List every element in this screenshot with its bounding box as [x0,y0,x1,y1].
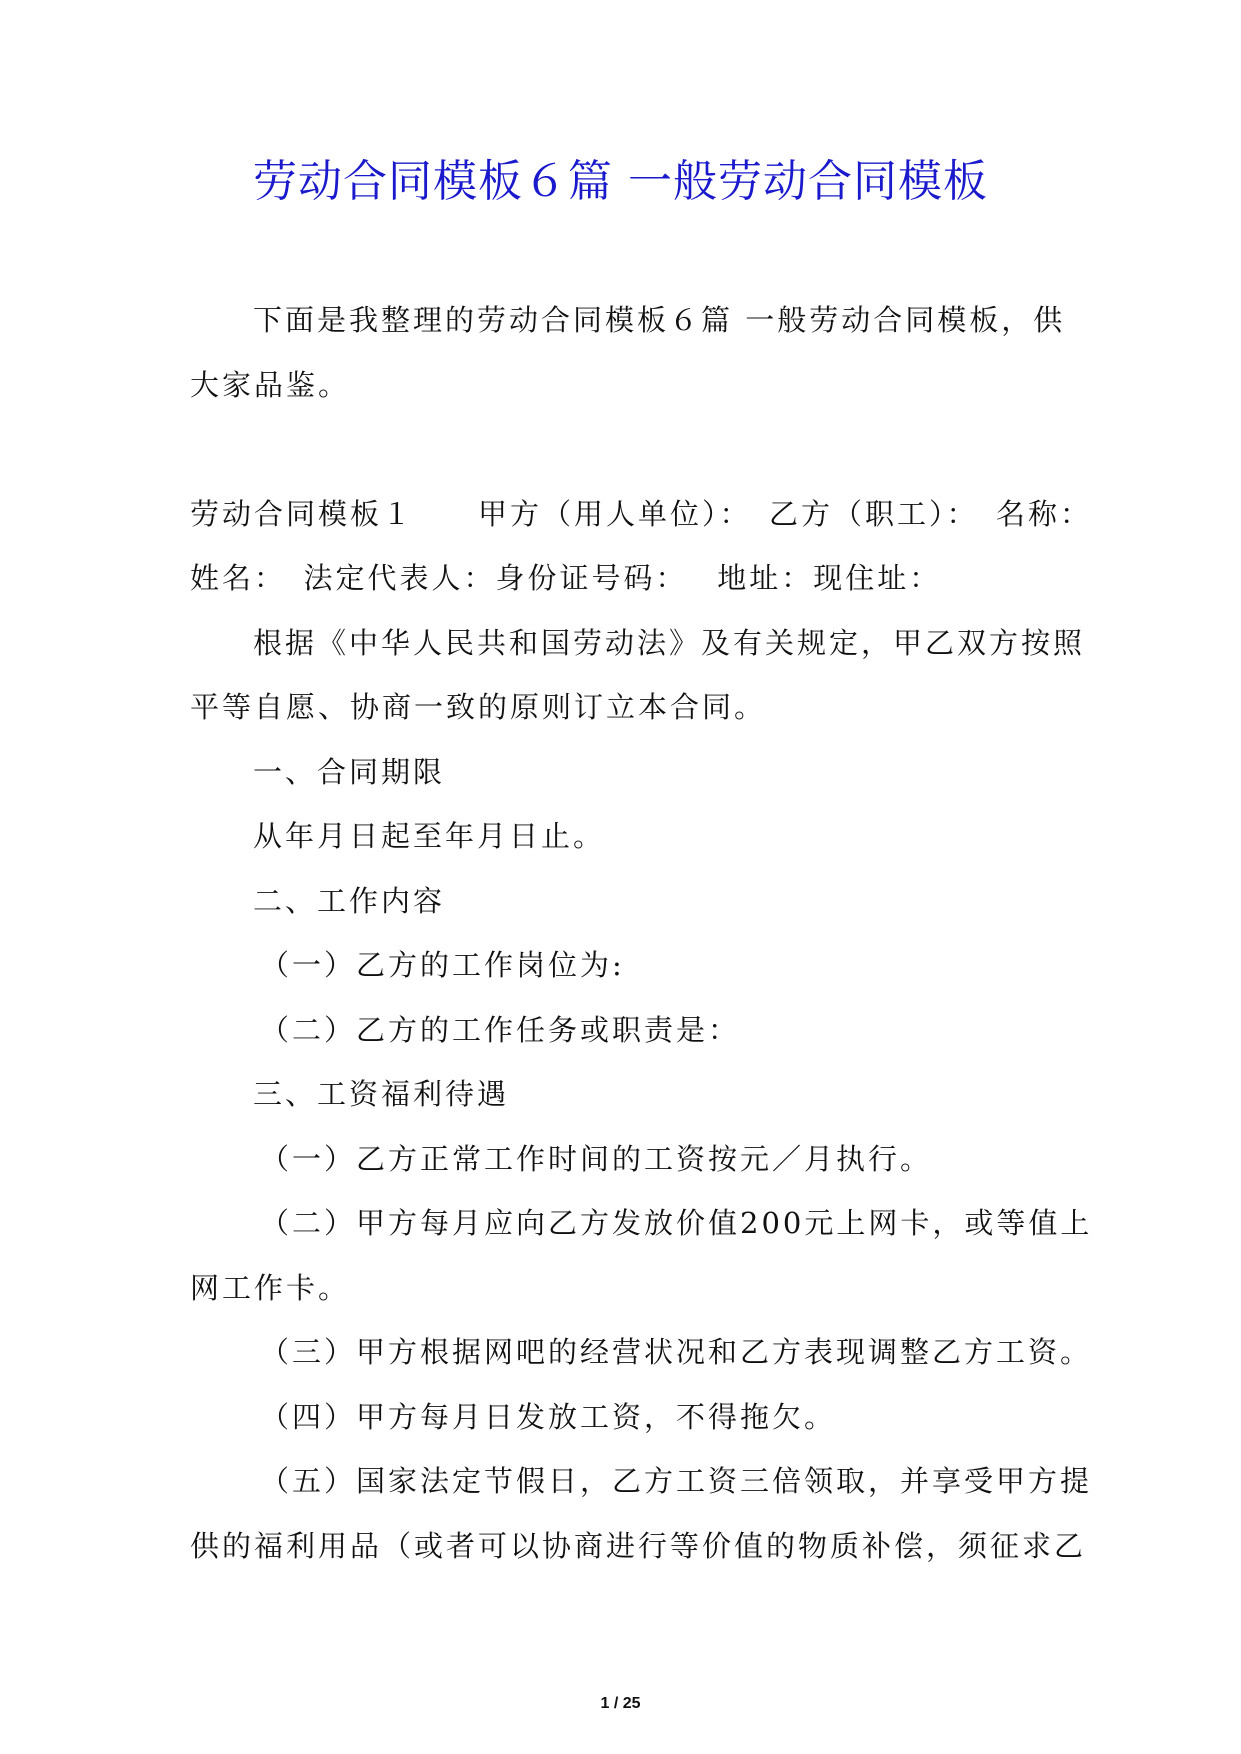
document-title: 劳动合同模板６篇 一般劳动合同模板 [253,156,988,207]
section-heading-term: 一、合同期限 [253,754,446,789]
page-number: 1 / 25 [600,1695,641,1712]
wages-item-2-line-2: 网工作卡。 [190,1270,351,1305]
intro-line-1: 下面是我整理的劳动合同模板６篇 一般劳动合同模板，供 [253,303,1066,337]
parties-line-1: 劳动合同模板１ 甲方（用人单位）： 乙方（职工）： 名称： [190,496,1093,531]
wages-item-3: （三）甲方根据网吧的经营状况和乙方表现调整乙方工资。 [260,1335,1093,1369]
section-heading-work: 二、工作内容 [253,883,446,918]
work-item-2: （二）乙方的工作任务或职责是： [260,1012,741,1047]
document-body [190,288,1093,1578]
basis-line-1: 根据《中华人民共和国劳动法》及有关规定，甲乙双方按照 [253,625,1086,660]
wages-item-2-line-1: （二）甲方每月应向乙方发放价值200元上网卡，或等值上 [260,1206,1093,1240]
wages-item-4: （四）甲方每月日发放工资，不得拖欠。 [260,1399,837,1434]
term-text: 从年月日起至年月日止。 [253,819,606,853]
wages-item-5-line-1: （五）国家法定节假日，乙方工资三倍领取，并享受甲方提 [260,1464,1093,1498]
basis-line-2: 平等自愿、协商一致的原则订立本合同。 [190,690,767,724]
work-item-1: （一）乙方的工作岗位为: [260,948,625,982]
wages-item-1: （一）乙方正常工作时间的工资按元／月执行。 [260,1141,933,1176]
intro-line-2: 大家品鉴。 [190,367,351,402]
parties-line-2: 姓名： 法定代表人：身份证号码： 地址：现住址： [190,561,942,595]
section-heading-wages: 三、工资福利待遇 [253,1077,510,1111]
paragraph-gap [190,417,1055,482]
wages-item-5-line-2: 供的福利用品（或者可以协商进行等价值的物质补偿，须征求乙 [190,1528,1087,1563]
